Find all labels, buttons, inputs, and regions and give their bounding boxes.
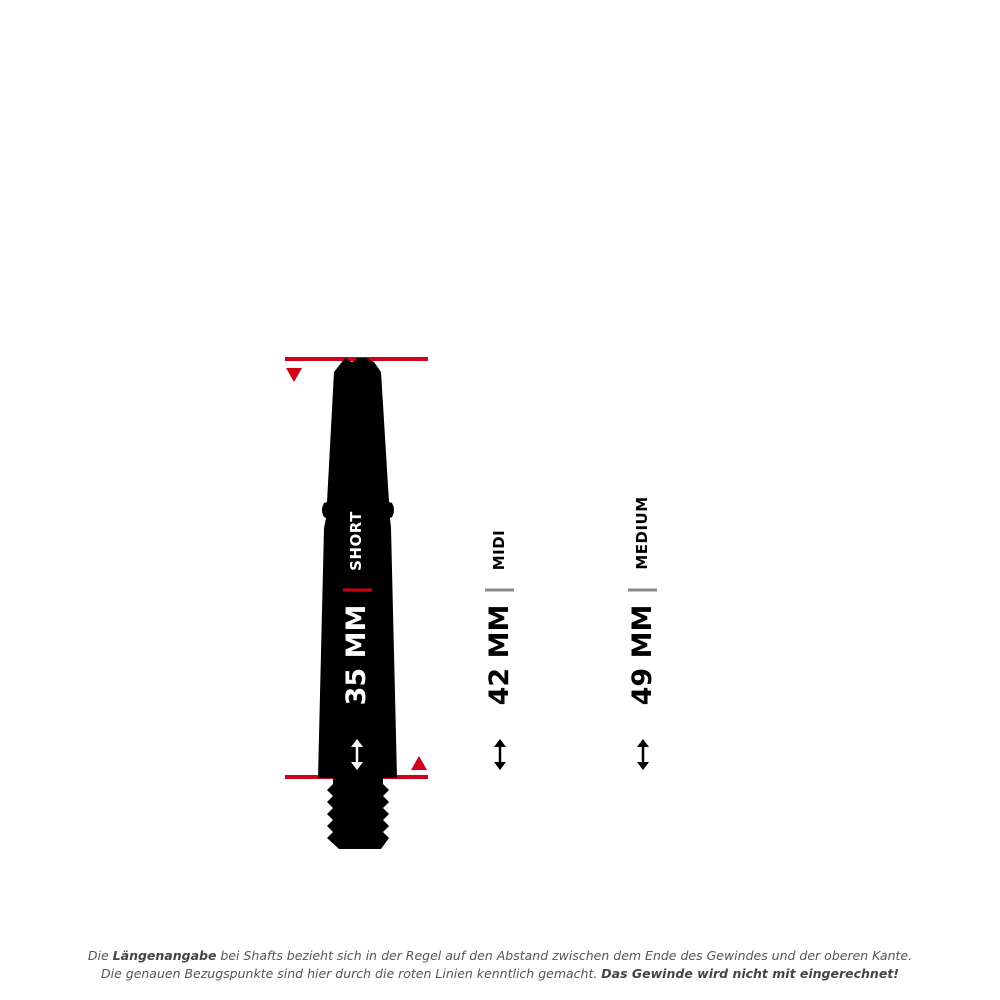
- up-down-arrow-icon: [637, 739, 649, 770]
- short-label: SHORT: [347, 511, 365, 571]
- caption-line-2: [0, 965, 1000, 983]
- shaft-thread: [327, 778, 389, 849]
- midi-length: 42 MM: [484, 604, 515, 706]
- up-down-arrow-icon: [494, 739, 506, 770]
- down-triangle-marker-icon: [286, 368, 302, 382]
- caption-text: bei Shafts bezieht sich in der Regel auf den Abstand zwischen dem Ende des Gewindes und der oberen Kante.: [216, 948, 913, 963]
- caption-emphasis: Längenangabe: [112, 948, 217, 963]
- short-length: 35 MM: [341, 604, 372, 706]
- midi-label: MIDI: [490, 529, 508, 571]
- medium-length: 49 MM: [627, 604, 658, 706]
- caption-text: Die: [87, 948, 113, 963]
- caption-emphasis: Das Gewinde wird nicht mit eingerechnet!: [601, 966, 899, 981]
- medium-label: MEDIUM: [633, 496, 651, 570]
- caption-text: Die genauen Bezugspunkte sind hier durch die roten Linien kenntlich gemacht.: [101, 966, 602, 981]
- caption-line-1: [0, 947, 1000, 965]
- up-triangle-marker-icon: [411, 756, 427, 770]
